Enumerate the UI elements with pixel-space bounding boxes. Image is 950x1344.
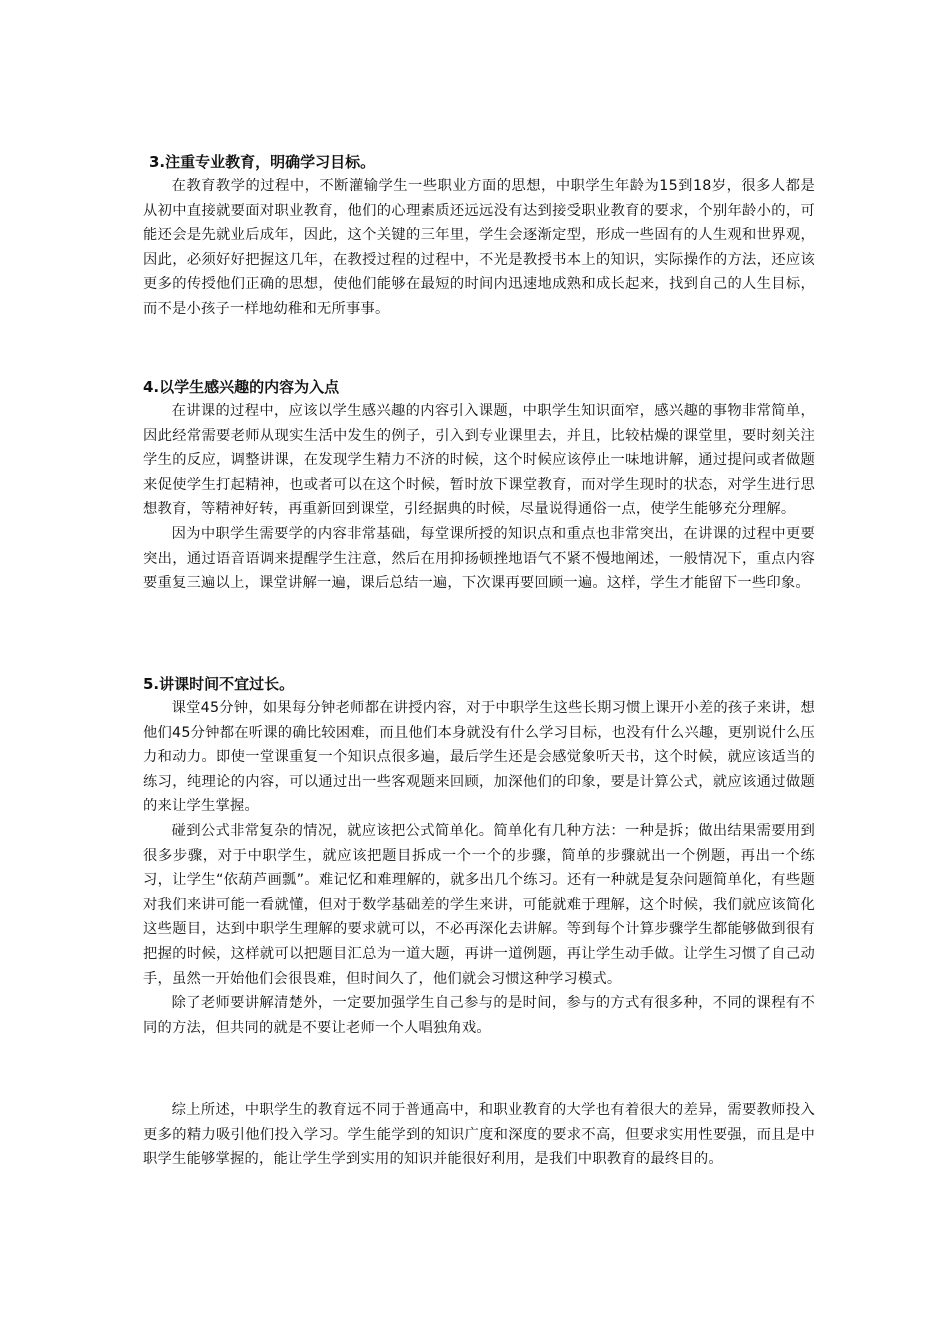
conclusion-paragraph: 综上所述，中职学生的教育远不同于普通高中，和职业教育的大学也有着很大的差异，需要教师投入更多的精力吸引他们投入学习。学生能学到的知识广度和深度的要求不高，但要求实用性要强，而且是中职学生能够掌握的，能让学生学到实用的知识并能很好利用，是我们中职教育的最终目的。 <box>143 1102 815 1168</box>
section-3-paragraph-1: 在教育教学的过程中，不断灌输学生一些职业方面的思想，中职学生年龄为15到18岁，很多人都是从初中直接就要面对职业教育，他们的心理素质还远远没有达到接受职业教育的要求，个别年龄小的，可能还会是先就业后成年，因此，这个关键的三年里，学生会逐渐定型，形成一些固有的人生观和世界观，因此，必须好好把握这几年，在教授过程的过程中，不光是教授书本上的知识，实际操作的方法，还应该更多的传授他们正确的思想，使他们能够在最短的时间内迅速地成熟和成长起来，找到自己的人生目标，而不是小孩子一样地幼稚和无所事事。 <box>143 178 815 317</box>
section-4-paragraph-2: 因为中职学生需要学的内容非常基础，每堂课所授的知识点和重点也非常突出，在讲课的过程中更要突出，通过语音语调来提醒学生注意，然后在用抑扬顿挫地语气不紧不慢地阐述，一般情况下，重点内容要重复三遍以上，课堂讲解一遍，课后总结一遍，下次课再要回顾一遍。这样，学生才能留下一些印象。 <box>143 525 815 592</box>
section-5-heading: 5.讲课时间不宜过长。 <box>143 675 295 693</box>
section-4-paragraph-1: 在讲课的过程中，应该以学生感兴趣的内容引入课题，中职学生知识面窄，感兴趣的事物非常简单，因此经常需要老师从现实生活中发生的例子，引入到专业课里去，并且，比较枯燥的课堂里，要时刻关注学生的反应，调整讲课，在发现学生精力不济的时候，这个时候应该停止一味地讲解，通过提问或者做题来促使学生打起精神，也或者可以在这个时候，暂时放下课堂教育，而对学生现时的状态，对学生进行思想教育，等精神好转，再重新回到课堂，引经据典的时候，尽量说得通俗一点，使学生能够充分理解。 <box>143 403 815 518</box>
section-5-paragraph-2: 碰到公式非常复杂的情况，就应该把公式简单化。简单化有几种方法：一种是拆；做出结果需要用到很多步骤，对于中职学生，就应该把题目拆成一个一个的步骤，简单的步骤就出一个例题，再出一个练习，让学生“依葫芦画瓢”。难记忆和难理解的，就多出几个练习。还有一种就是复杂问题简单化，有些题对我们来讲可能一看就懂，但对于数学基础差的学生来讲，可能就难于理解，这个时候，我们就应该简化这些题目，达到中职学生理解的要求就可以，不必再深化去讲解。等到每个计算步骤学生都能够做到很有把握的时候，这样就可以把题目汇总为一道大题，再讲一道例题，再让学生动手做。让学生习惯了自己动手，虽然一开始他们会很畏难，但时间久了，他们就会习惯这种学习模式。 <box>143 822 815 987</box>
section-3 <box>143 150 815 322</box>
section-3-heading: 3.注重专业教育，明确学习目标。 <box>149 153 376 171</box>
section-4 <box>143 375 815 596</box>
section-5-paragraph-1: 课堂45分钟，如果每分钟老师都在讲授内容，对于中职学生这些长期习惯上课开小差的孩子来讲，想他们45分钟都在听课的确比较困难，而且他们本身就没有什么学习目标，也没有什么兴趣，更别说什么压力和动力。即使一堂课重复一个知识点很多遍，最后学生还是会感觉象听天书，这个时候，就应该适当的练习，纯理论的内容，可以通过出一些客观题来回顾，加深他们的印象，要是计算公式，就应该通过做题的来让学生掌握。 <box>143 700 815 815</box>
section-5-paragraph-3: 除了老师要讲解清楚外，一定要加强学生自己参与的是时间，参与的方式有很多种，不同的课程有不同的方法，但共同的就是不要让老师一个人唱独角戏。 <box>143 995 815 1036</box>
conclusion-section <box>143 1098 815 1172</box>
section-5 <box>143 672 815 1040</box>
section-4-heading: 4.以学生感兴趣的内容为入点 <box>143 378 340 396</box>
